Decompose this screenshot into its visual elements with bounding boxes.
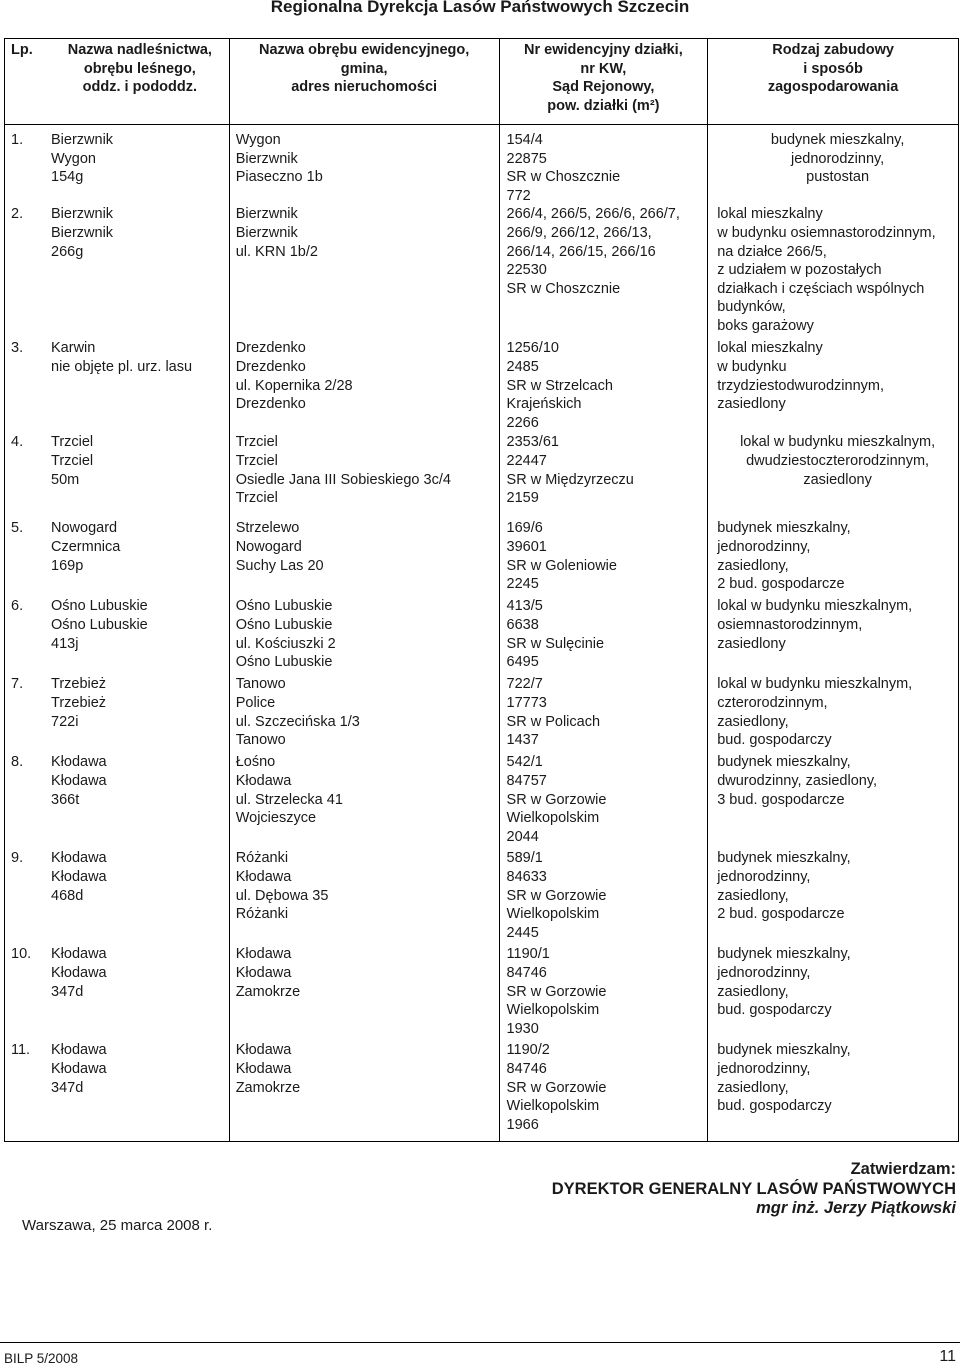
cell-forest bbox=[5, 1041, 230, 1141]
forest-lines bbox=[51, 339, 192, 376]
cell-forest bbox=[5, 945, 230, 1041]
cell-parcel-line: Krajeńskich bbox=[506, 396, 582, 413]
cell-parcel-line: 722/7 bbox=[506, 676, 543, 693]
table-row bbox=[5, 753, 959, 849]
table-row bbox=[5, 945, 959, 1041]
row-number: 2. bbox=[11, 206, 24, 223]
cell-type-line: 2 bud. gospodarcze bbox=[717, 576, 845, 593]
forest-line: 266g bbox=[51, 243, 84, 260]
footer-divider bbox=[0, 1342, 960, 1343]
cell-forest bbox=[5, 675, 230, 753]
cell-parcel-line: SR w Goleniowie bbox=[506, 557, 617, 574]
approval-role: DYREKTOR GENERALNY LASÓW PAŃSTWOWYCH bbox=[551, 1179, 956, 1198]
cell-type-line: jednorodzinny, bbox=[717, 538, 811, 555]
forest-line: Wygon bbox=[51, 150, 97, 167]
cell-type bbox=[708, 433, 959, 519]
cell-parcel-line: 2445 bbox=[506, 924, 539, 941]
cell-parcel-line: 589/1 bbox=[506, 850, 543, 867]
row-number: 11. bbox=[11, 1042, 31, 1059]
cell-type-line: zasiedlony, bbox=[717, 887, 789, 904]
cell-parcel-line: 1190/2 bbox=[506, 1042, 550, 1059]
row-number: 3. bbox=[11, 340, 24, 357]
cell-parcel-line: SR w Gorzowie bbox=[506, 887, 607, 904]
cell-parcel-line: 1437 bbox=[506, 732, 539, 749]
cell-parcel-line: 266/9, 266/12, 266/13, bbox=[506, 224, 652, 241]
cell-type-line: jednorodzinny, bbox=[717, 868, 811, 885]
cell-type-line: dwurodzinny, zasiedlony, bbox=[717, 772, 878, 789]
forest-line: Kłodawa bbox=[51, 850, 107, 867]
cell-parcel-line: SR w Sulęcinie bbox=[506, 635, 605, 652]
cell-parcel-line: 1930 bbox=[506, 1020, 539, 1037]
cell-address-line: ul. KRN 1b/2 bbox=[235, 243, 318, 260]
row-number: 10. bbox=[11, 946, 32, 963]
forest-lines bbox=[51, 849, 107, 905]
cell-type bbox=[708, 1041, 959, 1141]
cell-parcel-line: 2159 bbox=[506, 490, 539, 507]
cell-forest bbox=[5, 849, 230, 945]
cell-address bbox=[229, 849, 499, 945]
cell-address-line: Wojcieszyce bbox=[235, 810, 317, 827]
cell-parcel-line: 2245 bbox=[506, 576, 539, 593]
forest-line: 413j bbox=[51, 635, 79, 652]
cell-parcel-line: 413/5 bbox=[506, 598, 543, 615]
cell-address-line: ul. Strzelecka 41 bbox=[235, 791, 343, 808]
forest-line: Kłodawa bbox=[51, 1060, 107, 1077]
forest-line: 722i bbox=[51, 713, 79, 730]
cell-type-line: budynek mieszkalny, bbox=[717, 946, 851, 963]
cell-address-line: ul. Dębowa 35 bbox=[235, 887, 329, 904]
cell-address-line: Wygon bbox=[235, 132, 281, 148]
forest-line: Kłodawa bbox=[51, 868, 107, 885]
cell-parcel bbox=[499, 1041, 708, 1141]
forest-line: Trzciel bbox=[51, 452, 94, 469]
cell-type-line: lokal w budynku mieszkalnym, bbox=[740, 434, 936, 451]
cell-parcel-line: 266/14, 266/15, 266/16 bbox=[506, 243, 656, 260]
property-table bbox=[4, 38, 959, 1142]
cell-address-line: Suchy Las 20 bbox=[235, 557, 324, 574]
cell-address bbox=[229, 519, 499, 597]
forest-line: 347d bbox=[51, 1079, 84, 1096]
forest-line: Kłodawa bbox=[51, 946, 107, 963]
forest-lines bbox=[51, 597, 148, 653]
forest-line: Kłodawa bbox=[51, 1042, 107, 1059]
table-row bbox=[5, 675, 959, 753]
cell-type-line: budynek mieszkalny, bbox=[717, 520, 851, 537]
cell-parcel-line: 1190/1 bbox=[506, 946, 550, 963]
forest-line: Karwin bbox=[51, 340, 96, 357]
cell-address-line: Bierzwnik bbox=[235, 206, 298, 223]
cell-parcel-line: 542/1 bbox=[506, 754, 543, 771]
cell-type bbox=[708, 205, 959, 339]
cell-parcel bbox=[499, 205, 708, 339]
cell-parcel bbox=[499, 675, 708, 753]
cell-parcel-line: 169/6 bbox=[506, 520, 543, 537]
cell-address-line: Police bbox=[235, 694, 276, 711]
cell-type-line: zasiedlony, bbox=[717, 1079, 789, 1096]
row-number: 8. bbox=[11, 754, 24, 771]
row-number: 7. bbox=[11, 676, 24, 693]
cell-parcel-line: 84757 bbox=[506, 772, 547, 789]
cell-type-line: lokal mieszkalny bbox=[717, 206, 823, 223]
cell-address-line: Kłodawa bbox=[235, 1060, 292, 1077]
cell-forest bbox=[5, 433, 230, 519]
forest-lines bbox=[51, 519, 120, 575]
cell-parcel-line: 266/4, 266/5, 266/6, 266/7, bbox=[506, 206, 680, 223]
forest-lines bbox=[51, 945, 107, 1001]
cell-type-line: zasiedlony bbox=[803, 471, 872, 488]
forest-line: Kłodawa bbox=[51, 754, 107, 771]
cell-type bbox=[708, 125, 959, 206]
cell-address-line: Ośno Lubuskie bbox=[235, 654, 333, 671]
cell-address-line: Nowogard bbox=[235, 538, 302, 555]
table-row bbox=[5, 205, 959, 339]
cell-address-line: Tanowo bbox=[235, 732, 286, 749]
cell-address-line: Różanki bbox=[235, 850, 289, 867]
table-row bbox=[5, 849, 959, 945]
cell-address-line: Drezdenko bbox=[235, 396, 306, 413]
cell-type-line: lokal w budynku mieszkalnym, bbox=[717, 598, 913, 615]
forest-line: Trzciel bbox=[51, 434, 94, 451]
cell-type-line: jednorodzinny, bbox=[717, 1060, 811, 1077]
cell-parcel-line: SR w Gorzowie bbox=[506, 983, 607, 1000]
cell-address-line: Strzelewo bbox=[235, 520, 300, 537]
table-header-row bbox=[5, 39, 959, 125]
cell-address-line: Różanki bbox=[235, 906, 289, 923]
forest-lines bbox=[51, 1041, 107, 1097]
cell-parcel-line: SR w Choszcznie bbox=[506, 280, 621, 297]
cell-type-line: jednorodzinny, bbox=[790, 150, 885, 167]
cell-parcel-line: 6638 bbox=[506, 616, 539, 633]
cell-parcel bbox=[499, 597, 708, 675]
cell-forest bbox=[5, 339, 230, 433]
cell-parcel-line: 2485 bbox=[506, 358, 539, 375]
cell-type-line: zasiedlony, bbox=[717, 713, 789, 730]
cell-forest bbox=[5, 205, 230, 339]
cell-address bbox=[229, 1041, 499, 1141]
cell-type-line: działkach i częściach wspólnych bbox=[717, 280, 925, 297]
table-body bbox=[5, 125, 959, 1142]
cell-address bbox=[229, 675, 499, 753]
cell-parcel-line: Wielkopolskim bbox=[506, 1002, 600, 1019]
header-col-forest bbox=[5, 39, 230, 125]
cell-parcel bbox=[499, 519, 708, 597]
cell-parcel-line: SR w Policach bbox=[506, 713, 601, 730]
cell-address-line: Zamokrze bbox=[235, 1079, 301, 1096]
table-row bbox=[5, 125, 959, 206]
cell-address bbox=[229, 205, 499, 339]
header-lp: Lp. bbox=[11, 42, 33, 58]
cell-parcel bbox=[499, 433, 708, 519]
cell-type bbox=[708, 339, 959, 433]
forest-line: Bierzwnik bbox=[51, 206, 114, 223]
cell-parcel-line: 1256/10 bbox=[506, 340, 559, 357]
cell-type-line: 3 bud. gospodarcze bbox=[717, 791, 845, 808]
cell-forest bbox=[5, 597, 230, 675]
header-col-parcel: Nr ewidencyjny działki, nr KW, Sąd Rejonowy, pow. działki (m²) bbox=[499, 39, 708, 125]
cell-parcel-line: SR w Gorzowie bbox=[506, 791, 607, 808]
place-date: Warszawa, 25 marca 2008 r. bbox=[22, 1217, 213, 1234]
forest-line: 154g bbox=[51, 169, 84, 186]
footer-page-number: 11 bbox=[939, 1348, 956, 1365]
cell-parcel-line: Wielkopolskim bbox=[506, 906, 600, 923]
cell-parcel bbox=[499, 125, 708, 206]
cell-type-line: trzydziestodwurodzinnym, bbox=[717, 377, 885, 394]
cell-type-line: zasiedlony, bbox=[717, 983, 789, 1000]
cell-parcel-line: 22447 bbox=[506, 452, 547, 469]
cell-type bbox=[708, 753, 959, 849]
cell-type-line: budynek mieszkalny, bbox=[717, 754, 851, 771]
cell-address-line: Drezdenko bbox=[235, 358, 306, 375]
cell-parcel-line: 22530 bbox=[506, 262, 547, 279]
forest-line: Trzebież bbox=[51, 694, 107, 711]
cell-address-line: ul. Szczecińska 1/3 bbox=[235, 713, 360, 730]
approval-heading: Zatwierdzam: bbox=[850, 1160, 956, 1178]
cell-address-line: Kłodawa bbox=[235, 964, 292, 981]
table-row bbox=[5, 1041, 959, 1141]
cell-type-line: dwudziestoczterorodzinnym, bbox=[746, 452, 930, 469]
row-number: 5. bbox=[11, 520, 24, 537]
cell-type-line: w budynku osiemnastorodzinnym, bbox=[717, 224, 936, 241]
cell-type-line: zasiedlony bbox=[717, 635, 786, 652]
forest-line: Trzebież bbox=[51, 676, 107, 693]
cell-type-line: budynek mieszkalny, bbox=[717, 850, 851, 867]
forest-line: 468d bbox=[51, 887, 84, 904]
cell-address-line: Trzciel bbox=[235, 490, 278, 507]
forest-line: Czermnica bbox=[51, 538, 121, 555]
cell-type-line: jednorodzinny, bbox=[717, 964, 811, 981]
cell-parcel bbox=[499, 753, 708, 849]
cell-address-line: Kłodawa bbox=[235, 1042, 292, 1059]
cell-forest bbox=[5, 125, 230, 206]
cell-type-line: bud. gospodarczy bbox=[717, 1002, 832, 1019]
approval-signature: mgr inż. Jerzy Piątkowski bbox=[756, 1199, 956, 1217]
cell-parcel bbox=[499, 849, 708, 945]
cell-type-line: w budynku bbox=[717, 358, 787, 375]
cell-address-line: Tanowo bbox=[235, 676, 286, 693]
cell-parcel-line: 84746 bbox=[506, 1060, 547, 1077]
cell-address-line: Drezdenko bbox=[235, 340, 306, 357]
cell-address-line: Bierzwnik bbox=[235, 150, 298, 167]
cell-type-line: osiemnastorodzinnym, bbox=[717, 616, 863, 633]
cell-address-line: Trzciel bbox=[235, 452, 278, 469]
forest-lines bbox=[51, 131, 113, 187]
cell-address bbox=[229, 753, 499, 849]
forest-line: 347d bbox=[51, 983, 84, 1000]
row-number: 9. bbox=[11, 850, 24, 867]
cell-forest bbox=[5, 519, 230, 597]
cell-parcel-line: 2266 bbox=[506, 414, 539, 431]
row-number: 4. bbox=[11, 434, 24, 451]
cell-type bbox=[708, 519, 959, 597]
cell-parcel-line: 154/4 bbox=[506, 132, 543, 148]
cell-type-line: boks garażowy bbox=[717, 317, 814, 334]
cell-address-line: Kłodawa bbox=[235, 772, 292, 789]
cell-parcel-line: 2353/61 bbox=[506, 434, 559, 451]
row-number: 6. bbox=[11, 598, 24, 615]
cell-address-line: Trzciel bbox=[235, 434, 278, 451]
cell-parcel bbox=[499, 339, 708, 433]
cell-parcel-line: 84746 bbox=[506, 964, 547, 981]
cell-address-line: Piaseczno 1b bbox=[235, 169, 323, 186]
cell-forest bbox=[5, 753, 230, 849]
cell-address-line: Ośno Lubuskie bbox=[235, 598, 333, 615]
forest-line: nie objęte pl. urz. lasu bbox=[51, 358, 193, 375]
cell-type-line: 2 bud. gospodarcze bbox=[717, 906, 845, 923]
cell-type-line: zasiedlony, bbox=[717, 557, 789, 574]
forest-line: 50m bbox=[51, 471, 80, 488]
cell-parcel-line: 772 bbox=[506, 187, 531, 204]
forest-lines bbox=[51, 753, 107, 809]
cell-parcel-line: 22875 bbox=[506, 150, 547, 167]
table-row bbox=[5, 433, 959, 519]
table-row bbox=[5, 597, 959, 675]
table-row bbox=[5, 519, 959, 597]
cell-type-line: bud. gospodarczy bbox=[717, 1098, 832, 1115]
header-forest-lines: Nazwa nadleśnictwa, obrębu leśnego, oddz. i pododdz. bbox=[67, 42, 212, 96]
cell-address bbox=[229, 945, 499, 1041]
cell-parcel-line: 84633 bbox=[506, 868, 547, 885]
forest-line: 366t bbox=[51, 791, 80, 808]
cell-address bbox=[229, 597, 499, 675]
cell-type bbox=[708, 675, 959, 753]
cell-type-line: czterorodzinnym, bbox=[717, 694, 828, 711]
header-col-type: Rodzaj zabudowy i sposób zagospodarowania bbox=[708, 39, 959, 125]
forest-line: Kłodawa bbox=[51, 964, 107, 981]
forest-line: Bierzwnik bbox=[51, 132, 114, 148]
forest-line: Nowogard bbox=[51, 520, 118, 537]
cell-address bbox=[229, 125, 499, 206]
cell-type-line: budynek mieszkalny, bbox=[717, 1042, 851, 1059]
cell-type-line: lokal mieszkalny bbox=[717, 340, 823, 357]
forest-line: Ośno Lubuskie bbox=[51, 598, 148, 615]
approval-block bbox=[552, 1160, 956, 1219]
cell-type-line: na działce 266/5, bbox=[717, 243, 827, 260]
cell-parcel-line: 6495 bbox=[506, 654, 539, 671]
document-title: Regionalna Dyrekcja Lasów Państwowych Szczecin bbox=[270, 0, 690, 16]
cell-parcel-line: 17773 bbox=[506, 694, 547, 711]
cell-parcel-line: SR w Gorzowie bbox=[506, 1079, 607, 1096]
forest-lines bbox=[51, 205, 113, 261]
cell-parcel-line: SR w Strzelcach bbox=[506, 377, 613, 394]
cell-address-line: Łośno bbox=[235, 754, 276, 771]
cell-address-line: Ośno Lubuskie bbox=[235, 616, 333, 633]
footer-publication: BILP 5/2008 bbox=[4, 1351, 79, 1366]
cell-address-line: Osiedle Jana III Sobieskiego 3c/4 bbox=[235, 471, 451, 488]
cell-address-line: ul. Kościuszki 2 bbox=[235, 635, 336, 652]
cell-type-line: pustostan bbox=[806, 169, 870, 186]
forest-line: Bierzwnik bbox=[51, 224, 114, 241]
forest-line: 169p bbox=[51, 557, 84, 574]
cell-type-line: budynek mieszkalny, bbox=[770, 132, 905, 148]
cell-parcel-line: Wielkopolskim bbox=[506, 1098, 600, 1115]
forest-line: Kłodawa bbox=[51, 772, 107, 789]
cell-address-line: Bierzwnik bbox=[235, 224, 298, 241]
cell-type bbox=[708, 597, 959, 675]
forest-line: Ośno Lubuskie bbox=[51, 616, 148, 633]
forest-lines bbox=[51, 675, 106, 731]
cell-type bbox=[708, 945, 959, 1041]
cell-type bbox=[708, 849, 959, 945]
cell-address-line: Zamokrze bbox=[235, 983, 301, 1000]
cell-type-line: z udziałem w pozostałych bbox=[717, 262, 882, 279]
cell-address-line: Kłodawa bbox=[235, 946, 292, 963]
cell-type-line: bud. gospodarczy bbox=[717, 732, 832, 749]
cell-parcel-line: SR w Choszcznie bbox=[506, 169, 621, 186]
cell-type-line: zasiedlony bbox=[717, 396, 786, 413]
cell-parcel bbox=[499, 945, 708, 1041]
row-number: 1. bbox=[11, 132, 24, 148]
cell-parcel-line: 39601 bbox=[506, 538, 547, 555]
forest-lines bbox=[51, 433, 93, 489]
cell-address bbox=[229, 339, 499, 433]
header-col-address: Nazwa obrębu ewidencyjnego, gmina, adres nieruchomości bbox=[229, 39, 499, 125]
cell-address bbox=[229, 433, 499, 519]
cell-type-line: budynków, bbox=[717, 299, 786, 316]
table-row bbox=[5, 339, 959, 433]
cell-parcel-line: Wielkopolskim bbox=[506, 810, 600, 827]
cell-address-line: Kłodawa bbox=[235, 868, 292, 885]
cell-address-line: ul. Kopernika 2/28 bbox=[235, 377, 353, 394]
cell-parcel-line: SR w Międzyrzeczu bbox=[506, 471, 634, 488]
cell-parcel-line: 2044 bbox=[506, 828, 539, 845]
cell-parcel-line: 1966 bbox=[506, 1116, 539, 1133]
cell-type-line: lokal w budynku mieszkalnym, bbox=[717, 676, 913, 693]
